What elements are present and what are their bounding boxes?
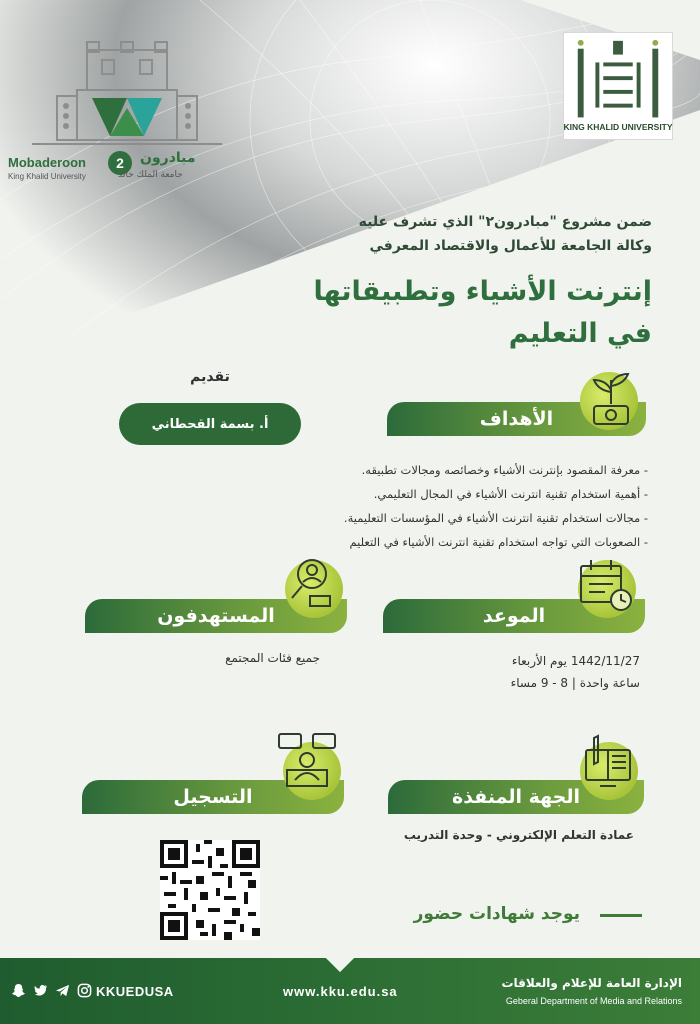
- audience-heading: المستهدفون: [157, 605, 275, 627]
- mobaderoon-name-ar: مبادرون: [140, 150, 196, 166]
- intro-line-2: وكالة الجامعة للأعمال والاقتصاد المعرفي: [369, 238, 652, 254]
- audience-text: جميع فئات المجتمع: [225, 651, 320, 665]
- snapchat-icon[interactable]: [10, 982, 26, 998]
- calendar-clock-icon: [575, 556, 637, 616]
- telegram-icon[interactable]: [54, 982, 70, 998]
- presented-by-label: تقديم: [190, 369, 230, 385]
- presenter-name-pill: أ. بسمة القحطاني: [119, 403, 301, 445]
- schedule-time: ساعة واحدة | 8 - 9 مساء: [510, 676, 640, 690]
- university-name-ar-small: جامعة الملك خالد: [118, 170, 183, 180]
- registration-heading: التسجيل: [173, 786, 253, 808]
- website-link[interactable]: www.kku.edu.sa: [283, 984, 398, 999]
- schedule-heading: الموعد: [482, 605, 546, 627]
- audience-search-icon: [280, 552, 344, 616]
- social-handle[interactable]: KKUEDUSA: [96, 984, 174, 999]
- mobaderoon-number-badge: 2: [108, 151, 132, 175]
- goals-list: [288, 458, 648, 554]
- list-item: - مجالات استخدام تقنية انترنت الأشياء في المؤسسات التعليمية.: [343, 511, 648, 525]
- list-item: - أهمية استخدام تقنية انترنت الأشياء في المجال التعليمي.: [373, 487, 648, 501]
- certificate-underline: [600, 914, 642, 917]
- page-title-line-2: في التعليم: [508, 318, 652, 349]
- footer: [0, 958, 700, 1024]
- organizer-text: عمادة التعلم الإلكتروني - وحدة التدريب: [403, 828, 634, 842]
- department-name-ar: الإدارة العامة للإعلام والعلاقات: [501, 976, 682, 990]
- book-pencil-icon: [576, 732, 640, 796]
- list-item: - معرفة المقصود بإنترنت الأشياء وخصائصه ومجالات تطبيقه.: [361, 463, 648, 477]
- instagram-icon[interactable]: [76, 982, 92, 998]
- intro-line-1: ضمن مشروع "مبادرون٢" الذي تشرف عليه: [358, 214, 652, 230]
- kku-name: KING KHALID UNIVERSITY: [563, 122, 673, 132]
- plant-money-icon: [584, 370, 638, 430]
- goals-heading: الأهداف: [479, 408, 554, 430]
- mobaderoon-name-en: Mobaderoon: [8, 155, 86, 170]
- certificate-note: يوجد شهادات حضور: [413, 904, 580, 924]
- list-item: - الصعوبات التي تواجه استخدام تقنية انترنت الأشياء في التعليم: [349, 535, 648, 549]
- schedule-date: 1442/11/27 يوم الأربعاء: [511, 654, 640, 668]
- social-icons: [10, 982, 92, 998]
- schedule-details: [380, 650, 640, 694]
- footer-notch: [326, 944, 354, 972]
- page-title-line-1: إنترنت الأشياء وتطبيقاتها: [313, 276, 652, 307]
- organizer-heading: الجهة المنفذة: [451, 786, 581, 808]
- department-name-en: Geberal Department of Media and Relations: [505, 996, 682, 1006]
- registration-qr-code[interactable]: [160, 840, 260, 940]
- online-meeting-icon: [275, 730, 339, 794]
- university-name-en-small: King Khalid University: [8, 172, 86, 181]
- twitter-icon[interactable]: [32, 982, 48, 998]
